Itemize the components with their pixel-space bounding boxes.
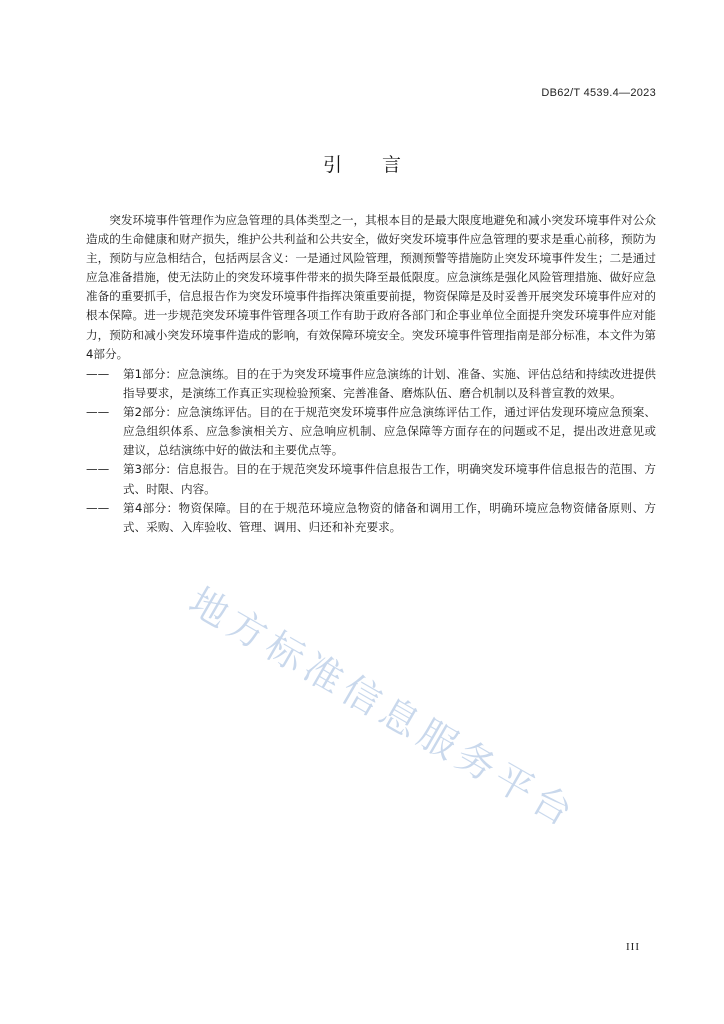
part-text: 第1部分：应急演练。目的在于为突发环境事件应急演练的计划、准备、实施、评估总结和持续改进提供指导要求，是演练工作真正实现检验预案、完善准备、磨炼队伍、磨合机制以及科普宣教的效果。 [123,367,656,401]
document-code: DB62/T 4539.4—2023 [541,87,656,99]
part-dash: —— [86,500,110,515]
part-text: 第2部分：应急演练评估。目的在于规范突发环境事件应急演练评估工作，通过评估发现环境应急预案、应急组织体系、应急参演相关方、应急响应机制、应急保障等方面存在的问题或不足，提出改进意见或建议，总结演练中好的做法和主要优点等。 [123,405,656,458]
part-item-2 [86,403,656,460]
intro-paragraph: 突发环境事件管理作为应急管理的具体类型之一，其根本目的是最大限度地避免和减小突发环境事件对公众造成的生命健康和财产损失，维护公共利益和公共安全，做好突发环境事件应急管理的要求是重心前移，预防为主，预防与应急相结合，包括两层含义：一是通过风险管理，预测预警等措施防止突发环境事件发生；二是通过应急准备措施，使无法防止的突发环境事件带来的损失降至最低限度。应急演练是强化风险管理措施、做好应急准备的重要抓手，信息报告作为突发环境事件指挥决策重要前提，物资保障是及时妥善开展突发环境事件应对的根本保障。进一步规范突发环境事件管理各项工作有助于政府各部门和企事业单位全面提升突发环境事件应对能力，预防和减小突发环境事件造成的影响，有效保障环境安全。突发环境事件管理指南是部分标准，本文件为第4部分。 [86,213,656,361]
parts-list [86,365,656,537]
page-title: 引言 [322,154,441,176]
page-number: III [626,941,640,953]
part-text: 第3部分：信息报告。目的在于规范突发环境事件信息报告工作，明确突发环境事件信息报告的范围、方式、时限、内容。 [123,462,656,496]
watermark: 地方标准信息服务平台 [181,578,585,838]
part-text: 第4部分：物资保障。目的在于规范环境应急物资的储备和调用工作，明确环境应急物资储备原则、方式、采购、入库验收、管理、调用、归还和补充要求。 [123,500,656,534]
part-item-1 [86,365,656,403]
part-item-4 [86,499,656,537]
part-dash: —— [86,405,110,420]
part-dash: —— [86,462,110,477]
part-item-3 [86,460,656,498]
part-dash: —— [86,367,110,381]
